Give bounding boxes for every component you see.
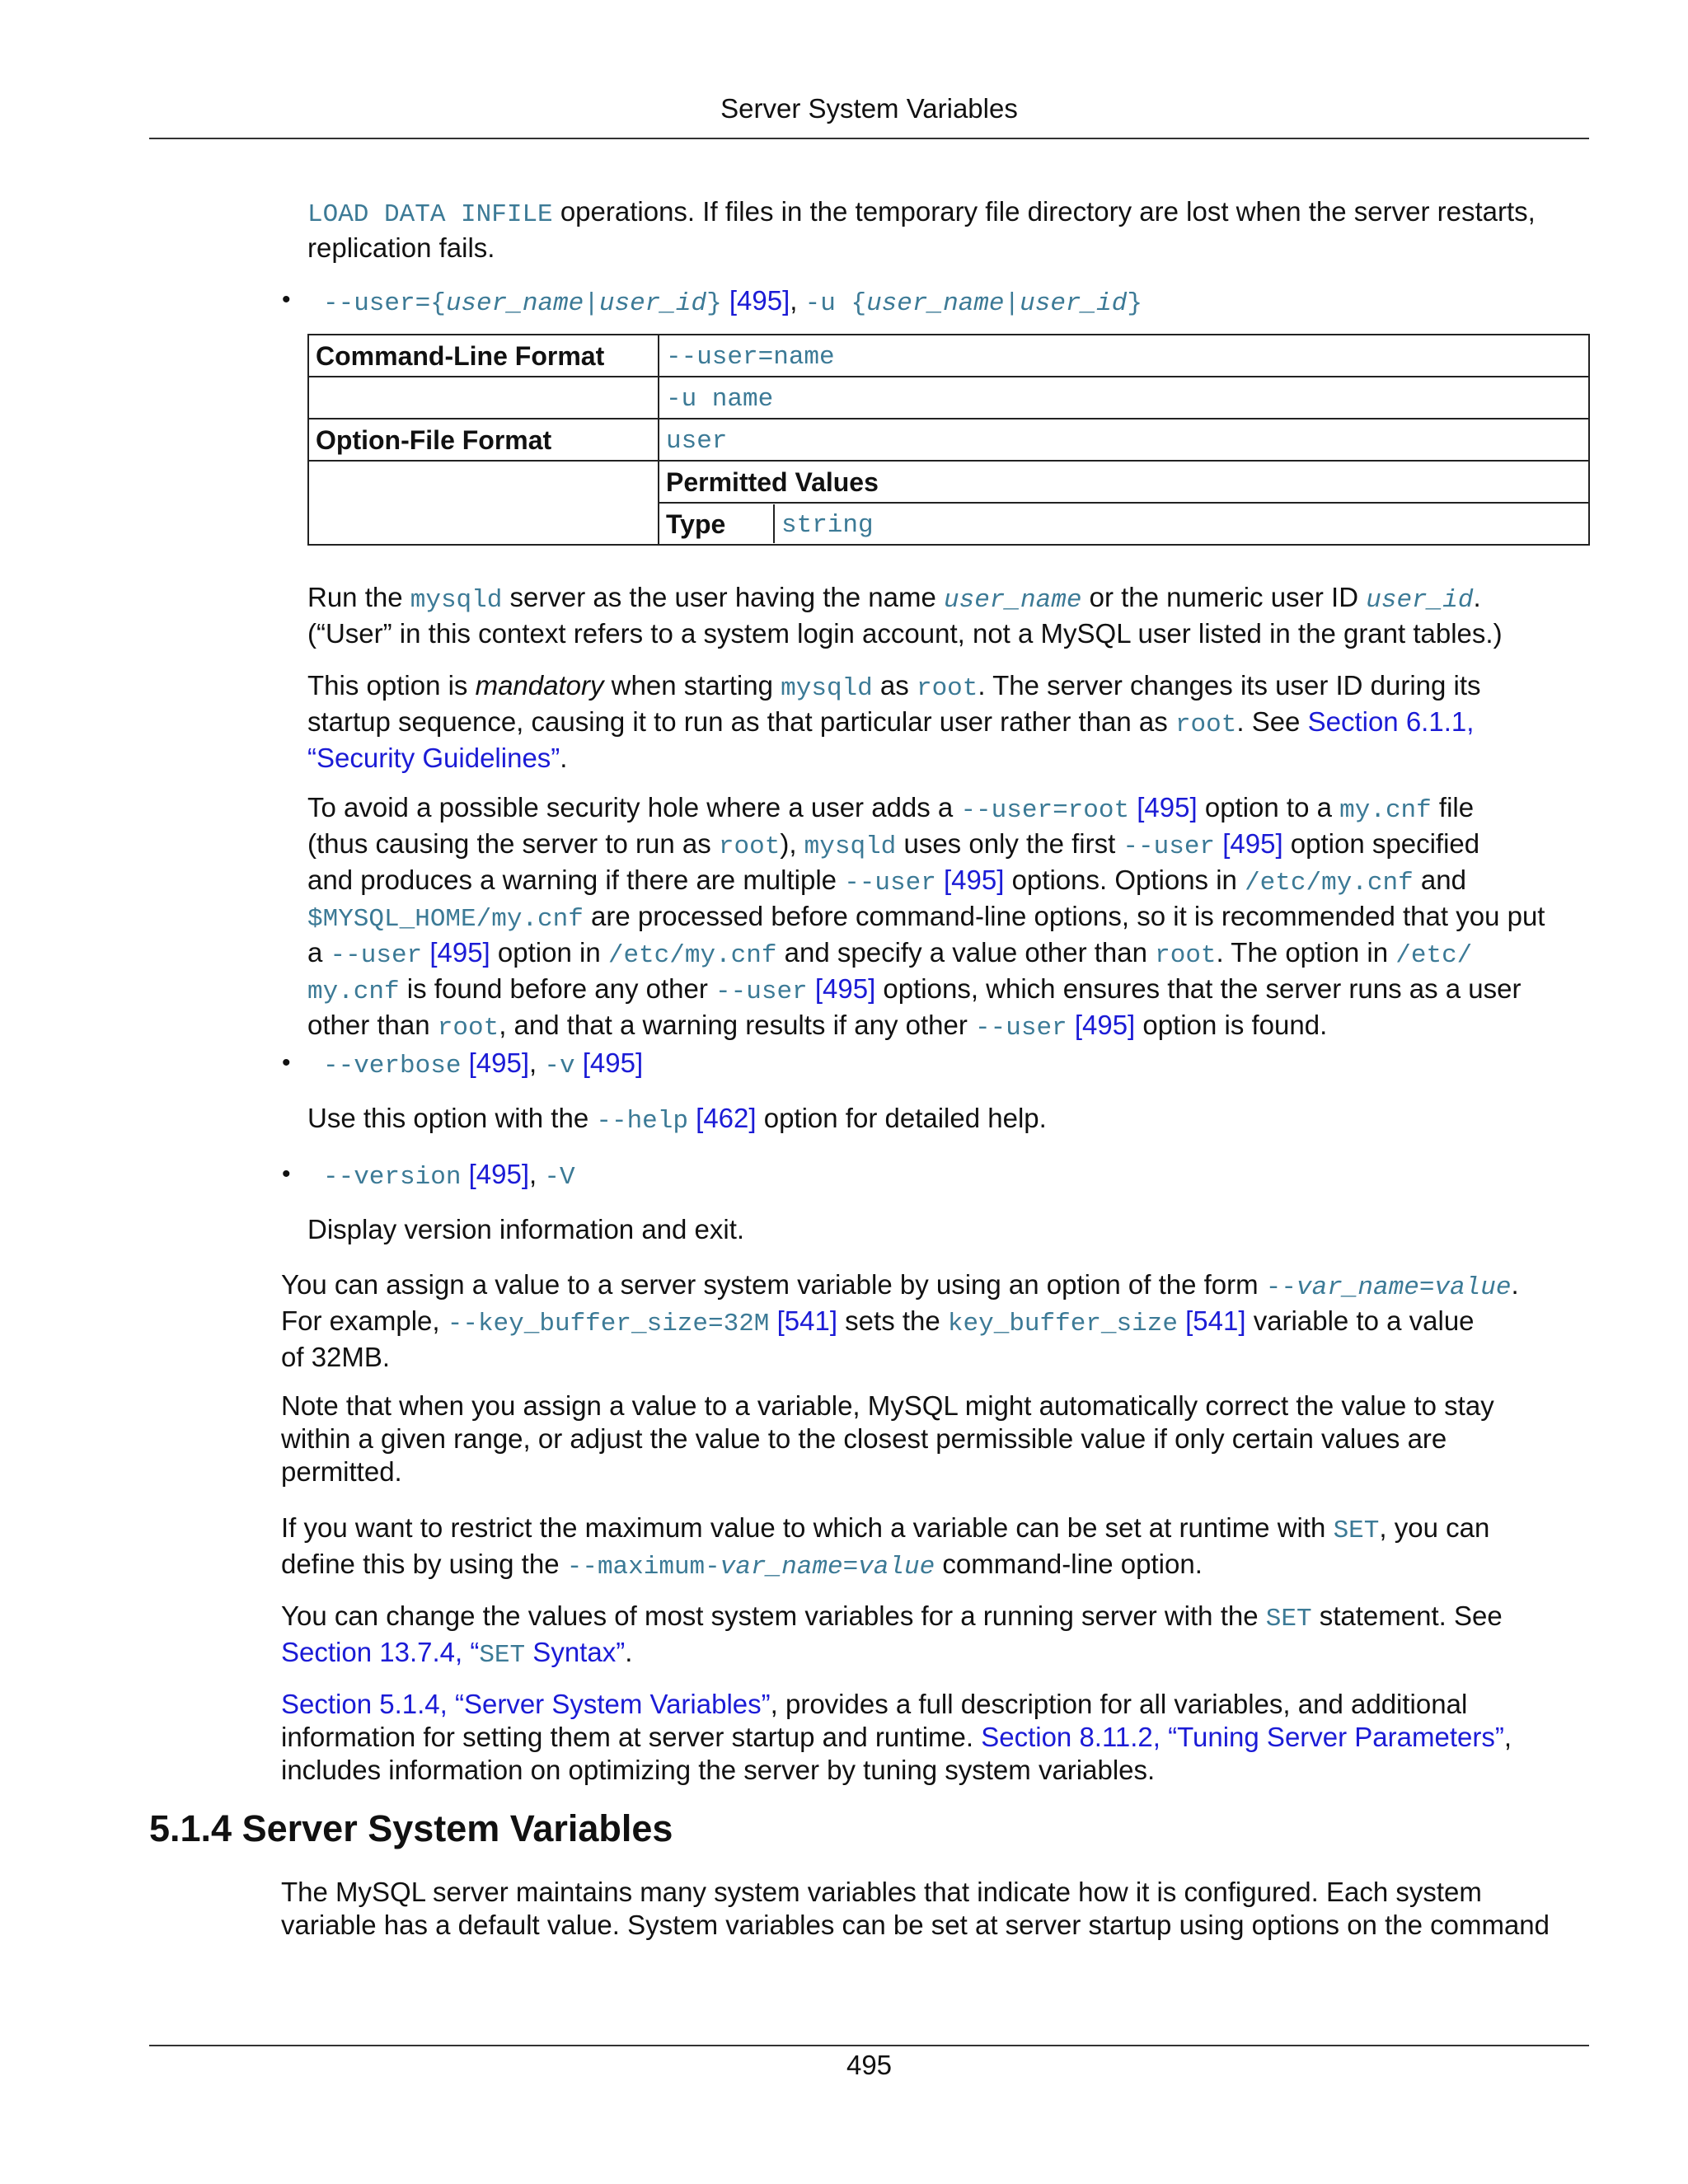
cmd-format-value-1: --user=name <box>659 335 1589 377</box>
user-para-1: Run the mysqld server as the user having the name user_name or the numeric user ID user_id. (“User” in this context refers to a system login account, not a MySQL user listed in the grant tables.) <box>307 582 1503 649</box>
final-paragraph: The MySQL server maintains many system variables that indicate how it is configured. Each system variable has a default value. System variables can be set at server startup using options on the command <box>281 1877 1550 1940</box>
note-paragraph: Note that when you assign a value to a variable, MySQL might automatically correct the value to stay within a given range, or adjust the value to the closest permissible value if only certain values are permitted. <box>281 1390 1494 1487</box>
change-paragraph: You can change the values of most system variables for a running server with the SET statement. See Section 13.7.4, “SET Syntax”. <box>281 1601 1503 1670</box>
type-cell <box>659 503 1589 545</box>
verbose-option-heading: --verbose [495], -v [495] <box>323 1047 644 1080</box>
option-file-format-value: user <box>659 419 1589 461</box>
link-security-guidelines[interactable]: “Security Guidelines” <box>307 743 560 773</box>
link-section-13-7-4[interactable]: Section 13.7.4, “SET Syntax” <box>281 1637 626 1670</box>
page-number: 495 <box>846 2050 893 2080</box>
assign-paragraph: You can assign a value to a server system variable by using an option of the form --var_name=value. For example, --key_buffer_size=32M [541] sets the key_buffer_size [541] variable to a value of 32MB. <box>281 1269 1519 1372</box>
cmd-format-value-2: -u name <box>659 377 1589 419</box>
user-option-table <box>307 334 1590 546</box>
var-user-name: user_name <box>445 289 584 318</box>
ref-link-541[interactable]: [541] <box>1185 1305 1246 1336</box>
code-sep: | <box>584 289 599 318</box>
var-user-id: user_id <box>598 289 707 318</box>
var-user-name-2: user_name <box>866 289 1005 318</box>
ref-link[interactable]: [495] <box>1074 1010 1136 1040</box>
type-value: string <box>781 510 874 540</box>
link-section-6-1-1[interactable]: Section 6.1.1, <box>1307 706 1475 737</box>
option-file-format-label: Option-File Format <box>308 419 659 461</box>
code-close-2: } <box>1127 289 1142 318</box>
var-user-id-2: user_id <box>1020 289 1128 318</box>
ref-link[interactable]: [495] <box>1137 792 1198 823</box>
permitted-values-label: Permitted Values <box>659 461 1589 503</box>
version-description: Display version information and exit. <box>307 1214 745 1244</box>
table-row <box>308 419 1589 461</box>
bullet-verbose: • <box>282 1049 291 1076</box>
version-option-heading: --version [495], -V <box>323 1159 575 1192</box>
restrict-paragraph: If you want to restrict the maximum value to which a variable can be set at runtime with SET, you can define this by using the --maximum-var_name=value command-line option. <box>281 1512 1490 1582</box>
empty-label-cell-2 <box>308 461 659 545</box>
ref-link-495[interactable]: [495] <box>729 285 790 316</box>
footer-rule <box>149 2045 1589 2046</box>
ref-link-541[interactable]: [541] <box>776 1305 837 1336</box>
user-para-2: This option is mandatory when starting mysqld as root. The server changes its user ID during its startup sequence, causing it to run as that particular user rather than as root. See Section 6.1.1, “Security Guidelines”. <box>307 670 1481 773</box>
section-paragraph: Section 5.1.4, “Server System Variables”, provides a full description for all variables, and additional information for setting them at server startup and runtime. Section 8.11.2, “Tuning Server Parameters”, includes information on optimizing the server by tuning system variables. <box>281 1689 1512 1785</box>
ref-link[interactable]: [495] <box>468 1159 530 1189</box>
link-section-5-1-4[interactable]: Section 5.1.4, “Server System Variables” <box>281 1689 771 1719</box>
ref-link[interactable]: [495] <box>944 865 1005 895</box>
cmd-format-label: Command-Line Format <box>308 335 659 377</box>
code-u-prefix: -u { <box>804 289 867 318</box>
type-label: Type <box>659 504 774 543</box>
user-para-3: To avoid a possible security hole where a user adds a --user=root [495] option to a my.cnf file (thus causing the server to run as root), mysqld uses only the first --user [495] option specified and produces a warning if there are multiple --user [495] options. Options in /etc/my.cnf and $MYSQL_HOME/my.cnf are processed before command-line options, so it is recommended that you put a --user [495] option in /etc/my.cnf and specify a value other than root. The option in /etc/ my.cnf is found before any other --user [495] options, which ensures that the server runs as a user other than root, and that a warning results if any other --user [495] option is found. <box>307 792 1545 1043</box>
empty-label-cell <box>308 377 659 419</box>
ref-link[interactable]: [495] <box>468 1047 530 1078</box>
bullet-user: • <box>282 286 291 313</box>
verbose-description: Use this option with the --help [462] option for detailed help. <box>307 1103 1047 1136</box>
link-section-8-11-2[interactable]: Section 8.11.2, “Tuning Server Parameters” <box>981 1722 1504 1752</box>
header-rule <box>149 138 1589 139</box>
ref-link-462[interactable]: [462] <box>696 1103 757 1133</box>
table-row <box>308 461 1589 503</box>
user-option-heading <box>323 284 1142 321</box>
page-header: Server System Variables <box>720 93 1018 124</box>
code-sep-2: | <box>1004 289 1020 318</box>
section-heading: 5.1.4 Server System Variables <box>149 1807 673 1849</box>
code-load-data-infile: LOAD DATA INFILE <box>307 200 553 229</box>
table-row <box>308 377 1589 419</box>
table-row <box>308 335 1589 377</box>
ref-link[interactable]: [495] <box>582 1047 644 1078</box>
code-user-prefix: --user={ <box>323 289 446 318</box>
intro-paragraph <box>307 195 1590 265</box>
comma: , <box>790 285 805 316</box>
code-close: } <box>706 289 722 318</box>
ref-link[interactable]: [495] <box>1222 828 1283 859</box>
intro-text: operations. If files in the temporary file directory are lost when the server restarts, replication fails. <box>307 196 1536 263</box>
type-inner-table <box>659 504 1588 543</box>
ref-link[interactable]: [495] <box>429 937 490 968</box>
bullet-version: • <box>282 1160 291 1188</box>
ref-link[interactable]: [495] <box>814 973 876 1004</box>
